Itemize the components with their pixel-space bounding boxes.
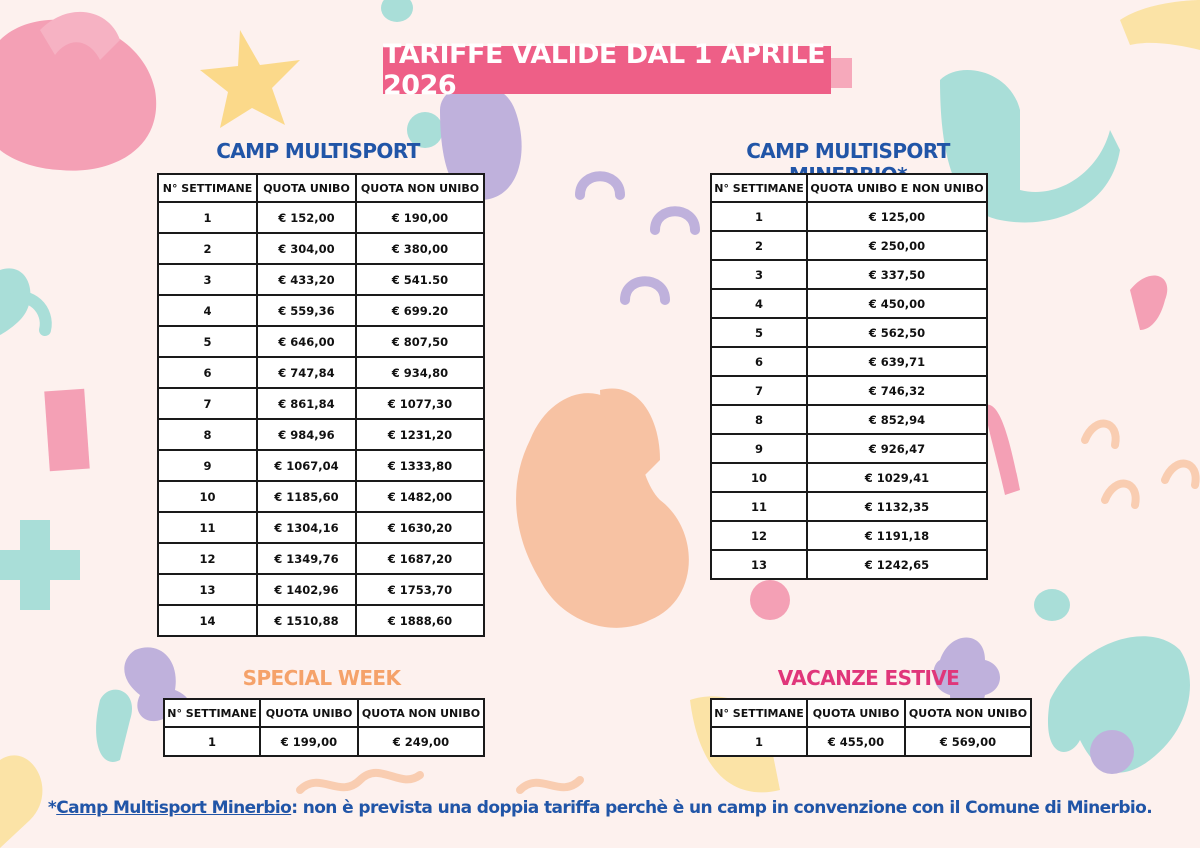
weeks-cell: 5: [158, 326, 257, 357]
price-cell: € 639,71: [807, 347, 987, 376]
peach-arc-right-2: [1105, 484, 1136, 505]
camp-minerbio-title: CAMP MULTISPORT: [746, 139, 950, 163]
table-header-row: [711, 699, 1031, 727]
table-row: [711, 231, 987, 260]
table-row: [711, 260, 987, 289]
mint-dot-top: [381, 0, 413, 22]
weeks-cell: 8: [158, 419, 257, 450]
price-cell: € 1630,20: [356, 512, 484, 543]
table-row: [158, 295, 484, 326]
price-cell: € 1304,16: [257, 512, 356, 543]
price-cell: € 1402,96: [257, 574, 356, 605]
peach-blob-center: [516, 393, 689, 628]
pink-hook-right: [1130, 276, 1167, 330]
lilac-arc-3: [625, 281, 665, 300]
table-row: [158, 264, 484, 295]
price-cell: € 807,50: [356, 326, 484, 357]
price-cell: € 1753,70: [356, 574, 484, 605]
camp-minerbio-table: [710, 173, 988, 580]
price-cell: € 1132,35: [807, 492, 987, 521]
price-cell: € 646,00: [257, 326, 356, 357]
column-header: QUOTA NON UNIBO: [905, 699, 1031, 727]
price-cell: € 1077,30: [356, 388, 484, 419]
footnote-text: : non è prevista una doppia tariffa perchè è un camp in convenzione con il Comune di Minerbio.: [291, 798, 1153, 818]
weeks-cell: 7: [711, 376, 807, 405]
table-row: [158, 512, 484, 543]
weeks-cell: 6: [158, 357, 257, 388]
weeks-cell: 4: [158, 295, 257, 326]
price-cell: € 562,50: [807, 318, 987, 347]
weeks-cell: 3: [711, 260, 807, 289]
yellow-blob-top-right: [1120, 0, 1200, 50]
weeks-cell: 5: [711, 318, 807, 347]
table-row: [158, 419, 484, 450]
price-cell: € 699.20: [356, 295, 484, 326]
price-cell: € 152,00: [257, 202, 356, 233]
column-header: N° SETTIMANE: [158, 174, 257, 202]
price-cell: € 1482,00: [356, 481, 484, 512]
price-cell: € 1029,41: [807, 463, 987, 492]
table-header-row: [711, 174, 987, 202]
table-row: [158, 481, 484, 512]
column-header: N° SETTIMANE: [711, 699, 807, 727]
weeks-cell: 3: [158, 264, 257, 295]
footnote: [0, 798, 1200, 818]
vacanze-estive-title: VACANZE ESTIVE: [777, 666, 960, 690]
weeks-cell: 10: [711, 463, 807, 492]
table-row: [711, 202, 987, 231]
column-header: QUOTA UNIBO: [807, 699, 905, 727]
price-cell: € 541.50: [356, 264, 484, 295]
price-cell: € 450,00: [807, 289, 987, 318]
vacanze-estive-table: [710, 698, 1032, 757]
price-cell: € 199,00: [260, 727, 358, 756]
table-row: [711, 405, 987, 434]
price-cell: € 1067,04: [257, 450, 356, 481]
peach-scribble-bottom-2: [520, 780, 580, 790]
pink-bar-right: [985, 405, 1020, 495]
page-title: TARIFFE VALIDE DAL 1 APRILE 2026: [383, 46, 831, 94]
column-header: QUOTA UNIBO E NON UNIBO: [807, 174, 987, 202]
table-row: [158, 326, 484, 357]
pink-dot-center: [750, 580, 790, 620]
pink-bar-left: [44, 389, 89, 472]
table-row: [711, 550, 987, 579]
mint-plus-left: [0, 520, 80, 610]
mint-blob-bottom-left: [96, 690, 132, 762]
price-cell: € 250,00: [807, 231, 987, 260]
table-row: [158, 233, 484, 264]
mint-dot-right: [1034, 589, 1070, 621]
price-cell: € 304,00: [257, 233, 356, 264]
lilac-arc-1: [580, 176, 620, 195]
weeks-cell: 11: [158, 512, 257, 543]
footnote-asterisk: *: [47, 798, 57, 818]
table-row: [711, 463, 987, 492]
weeks-cell: 14: [158, 605, 257, 636]
table-row: [711, 492, 987, 521]
price-cell: € 1687,20: [356, 543, 484, 574]
peach-arc-right-1: [1085, 424, 1116, 445]
price-cell: € 1242,65: [807, 550, 987, 579]
price-cell: € 1510,88: [257, 605, 356, 636]
table-row: [711, 521, 987, 550]
price-cell: € 746,32: [807, 376, 987, 405]
weeks-cell: 9: [158, 450, 257, 481]
column-header: N° SETTIMANE: [164, 699, 260, 727]
column-header: QUOTA UNIBO: [257, 174, 356, 202]
table-row: [158, 450, 484, 481]
weeks-cell: 1: [158, 202, 257, 233]
table-row: [164, 727, 484, 756]
table-row: [158, 574, 484, 605]
table-row: [711, 318, 987, 347]
table-row: [711, 727, 1031, 756]
price-cell: € 433,20: [257, 264, 356, 295]
table-row: [711, 347, 987, 376]
lilac-arc-2: [655, 211, 695, 230]
price-cell: € 455,00: [807, 727, 905, 756]
price-cell: € 861,84: [257, 388, 356, 419]
weeks-cell: 13: [711, 550, 807, 579]
table-row: [158, 543, 484, 574]
peach-arc-right-3: [1165, 464, 1196, 485]
column-header: QUOTA NON UNIBO: [356, 174, 484, 202]
yellow-star: [200, 30, 300, 128]
price-cell: € 747,84: [257, 357, 356, 388]
price-cell: € 125,00: [807, 202, 987, 231]
price-cell: € 1191,18: [807, 521, 987, 550]
weeks-cell: 1: [711, 727, 807, 756]
table-row: [711, 376, 987, 405]
table-row: [158, 357, 484, 388]
price-cell: € 984,96: [257, 419, 356, 450]
weeks-cell: 11: [711, 492, 807, 521]
weeks-cell: 6: [711, 347, 807, 376]
weeks-cell: 12: [711, 521, 807, 550]
price-cell: € 337,50: [807, 260, 987, 289]
column-header: N° SETTIMANE: [711, 174, 807, 202]
weeks-cell: 7: [158, 388, 257, 419]
price-cell: € 190,00: [356, 202, 484, 233]
table-row: [158, 388, 484, 419]
price-cell: € 569,00: [905, 727, 1031, 756]
table-row: [158, 202, 484, 233]
price-cell: € 249,00: [358, 727, 484, 756]
price-cell: € 1888,60: [356, 605, 484, 636]
price-cell: € 1231,20: [356, 419, 484, 450]
price-cell: € 1333,80: [356, 450, 484, 481]
price-cell: € 559,36: [257, 295, 356, 326]
price-cell: € 934,80: [356, 357, 484, 388]
peach-scribble-bottom: [300, 773, 420, 790]
table-header-row: [164, 699, 484, 727]
table-row: [158, 605, 484, 636]
weeks-cell: 2: [711, 231, 807, 260]
table-header-row: [158, 174, 484, 202]
pink-bar-top: [828, 58, 852, 88]
weeks-cell: 4: [711, 289, 807, 318]
special-week-table: [163, 698, 485, 757]
weeks-cell: 10: [158, 481, 257, 512]
camp-multisport-table: [157, 173, 485, 637]
footnote-link[interactable]: Camp Multisport Minerbio: [56, 798, 292, 818]
table-row: [711, 289, 987, 318]
price-cell: € 926,47: [807, 434, 987, 463]
price-cell: € 1349,76: [257, 543, 356, 574]
weeks-cell: 1: [164, 727, 260, 756]
price-cell: € 380,00: [356, 233, 484, 264]
weeks-cell: 1: [711, 202, 807, 231]
special-week-title: SPECIAL WEEK: [242, 666, 401, 690]
weeks-cell: 13: [158, 574, 257, 605]
column-header: QUOTA NON UNIBO: [358, 699, 484, 727]
weeks-cell: 9: [711, 434, 807, 463]
lilac-dot-bottom-right: [1090, 730, 1134, 774]
weeks-cell: 2: [158, 233, 257, 264]
camp-multisport-title: CAMP MULTISPORT: [216, 139, 420, 163]
column-header: QUOTA UNIBO: [260, 699, 358, 727]
price-cell: € 1185,60: [257, 481, 356, 512]
weeks-cell: 12: [158, 543, 257, 574]
table-row: [711, 434, 987, 463]
weeks-cell: 8: [711, 405, 807, 434]
price-cell: € 852,94: [807, 405, 987, 434]
